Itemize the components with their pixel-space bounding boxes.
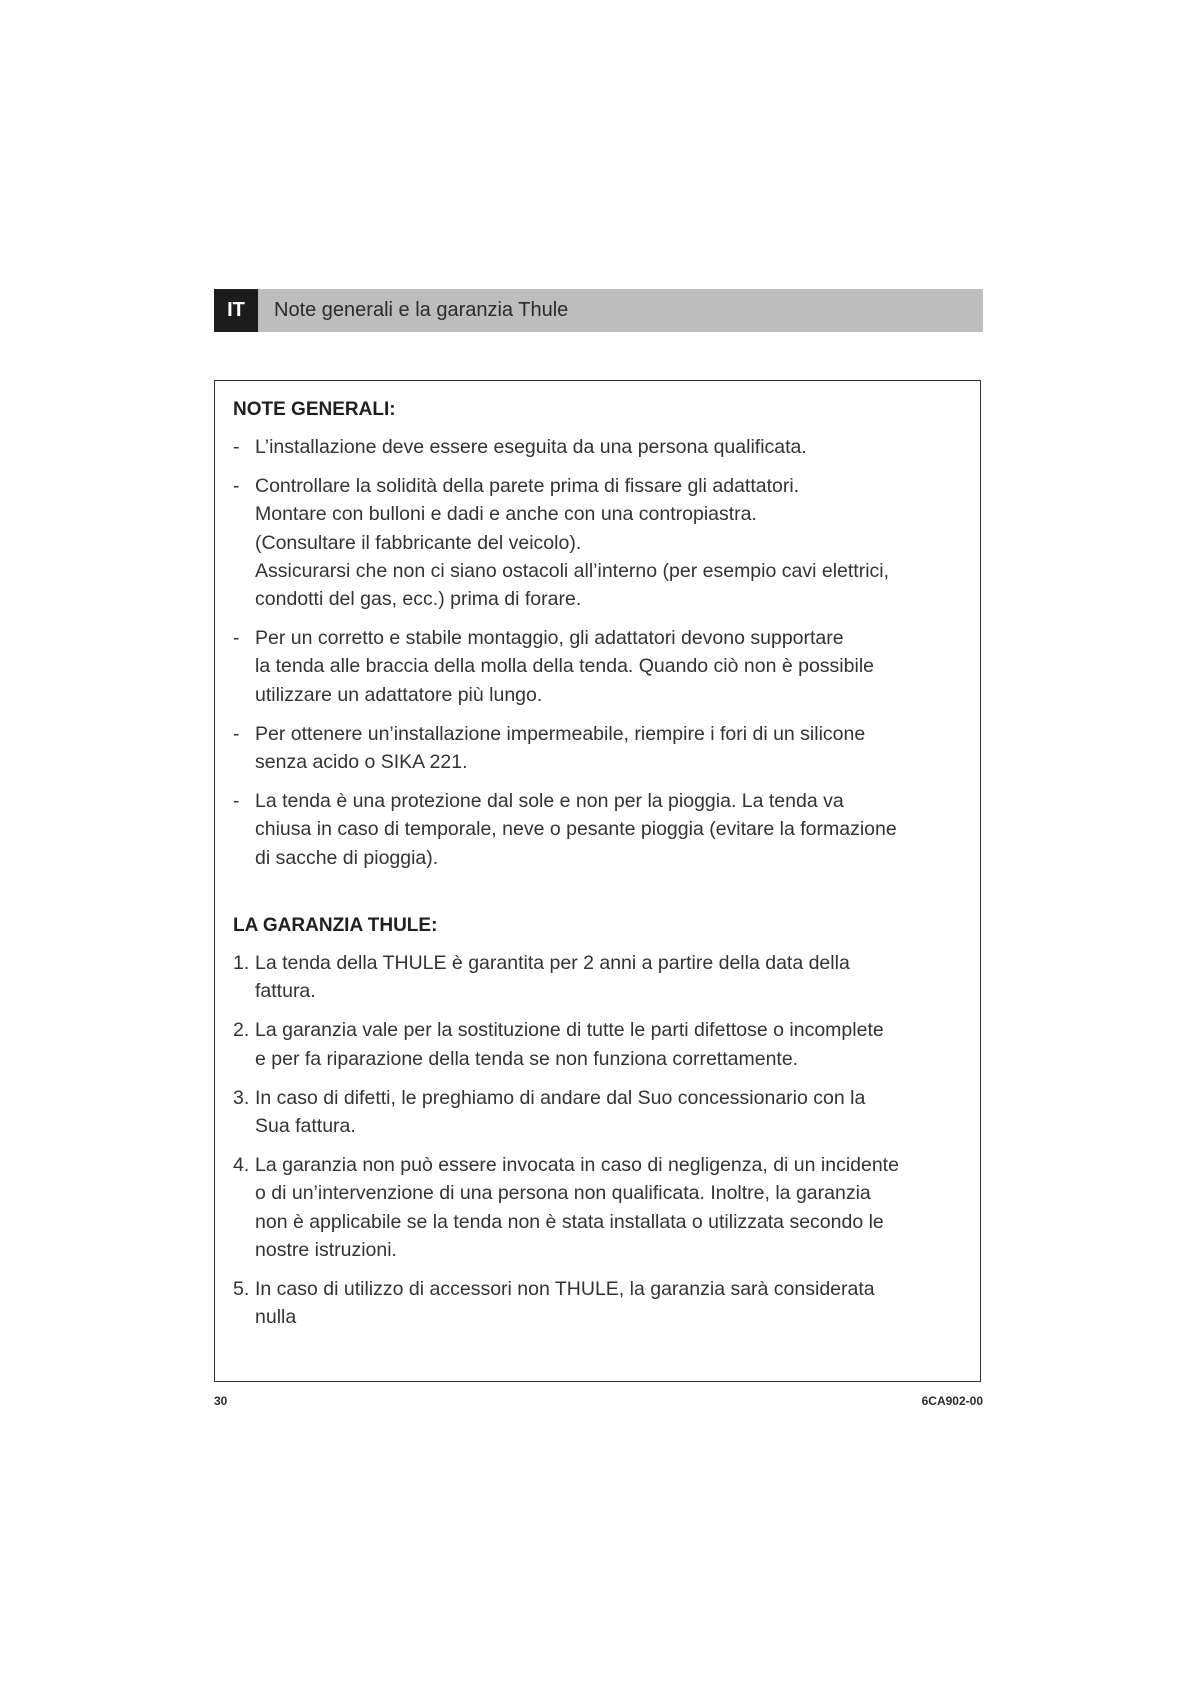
- list-marker: 5.: [233, 1278, 250, 1301]
- text-line: In caso di difetti, le preghiamo di andare dal Suo concessionario con la: [255, 1086, 866, 1109]
- text-line: Per ottenere un’installazione impermeabile, riempire i fori di un silicone: [255, 722, 866, 745]
- list-item-text: [255, 1151, 963, 1264]
- list-marker: -: [233, 627, 240, 650]
- list-marker: 1.: [233, 952, 250, 974]
- list-item-text: [255, 1016, 963, 1072]
- list-item: [233, 787, 963, 872]
- list-item-text: [255, 472, 963, 613]
- text-line: o di un’intervenzione di una persona non qualificata. Inoltre, la garanzia: [255, 1182, 871, 1205]
- list-item-text: [255, 433, 963, 461]
- text-line: la tenda alle braccia della molla della tenda. Quando ciò non è possibile: [255, 655, 874, 678]
- text-line: Per un corretto e stabile montaggio, gli adattatori devono supportare: [255, 627, 844, 650]
- list-item: [233, 1275, 963, 1331]
- list-item: [233, 949, 963, 1005]
- warranty-title: LA GARANZIA THULE:: [233, 915, 438, 936]
- list-item-text: [255, 787, 963, 872]
- text-line: condotti del gas, ecc.) prima di forare.: [255, 588, 582, 611]
- list-item-text: [255, 720, 963, 776]
- text-line: Controllare la solidità della parete prima di fissare gli adattatori.: [255, 475, 800, 498]
- list-item: [233, 1016, 963, 1072]
- list-item-text: [255, 624, 963, 709]
- text-line: e per fa riparazione della tenda se non funziona correttamente.: [255, 1047, 799, 1070]
- list-marker: -: [233, 436, 240, 458]
- text-line: utilizzare un adattatore più lungo.: [255, 683, 543, 706]
- list-item: [233, 720, 963, 776]
- text-line: senza acido o SIKA 221.: [255, 751, 468, 774]
- warranty-section: [233, 913, 963, 1342]
- text-line: chiusa in caso di temporale, neve o pesante pioggia (evitare la formazione: [255, 818, 897, 841]
- list-item-text: [255, 949, 963, 1005]
- text-line: La garanzia non può essere invocata in caso di negligenza, di un incidente: [255, 1154, 899, 1177]
- list-item-text: [255, 1275, 963, 1331]
- text-line: non è applicabile se la tenda non è stata installata o utilizzata secondo le: [255, 1210, 884, 1233]
- document-code: 6CA902-00: [921, 1394, 983, 1408]
- list-item-text: [255, 1084, 963, 1140]
- list-marker: 4.: [233, 1154, 250, 1177]
- section-header-bar: [214, 289, 983, 332]
- list-marker: -: [233, 722, 240, 745]
- page-number: 30: [214, 1394, 228, 1408]
- text-line: Assicurarsi che non ci siano ostacoli all’interno (per esempio cavi elettrici,: [255, 559, 890, 582]
- text-line: L’installazione deve essere eseguita da una persona qualificata.: [255, 436, 807, 458]
- text-line: fattura.: [255, 980, 316, 1003]
- list-item: [233, 433, 963, 461]
- text-line: In caso di utilizzo di accessori non THULE, la garanzia sarà considerata: [255, 1278, 875, 1301]
- text-line: La tenda è una protezione dal sole e non per la pioggia. La tenda va: [255, 790, 844, 813]
- list-marker: -: [233, 475, 240, 498]
- content-box: [214, 380, 981, 1382]
- list-item: [233, 1151, 963, 1264]
- text-line: nulla: [255, 1306, 297, 1329]
- page-title: Note generali e la garanzia Thule: [274, 299, 569, 321]
- text-line: di sacche di pioggia).: [255, 846, 439, 869]
- list-item: [233, 1084, 963, 1140]
- text-line: Sua fattura.: [255, 1115, 356, 1138]
- list-item: [233, 472, 963, 613]
- text-line: La garanzia vale per la sostituzione di tutte le parti difettose o incomplete: [255, 1019, 884, 1042]
- text-line: (Consultare il fabbricante del veicolo).: [255, 531, 582, 554]
- list-marker: 3.: [233, 1086, 250, 1109]
- list-item: [233, 624, 963, 709]
- warranty-list: [233, 949, 963, 1331]
- general-notes-section: [233, 397, 963, 883]
- language-badge: IT: [214, 289, 258, 332]
- general-notes-title: NOTE GENERALI:: [233, 399, 396, 420]
- general-notes-list: [233, 433, 963, 872]
- list-marker: -: [233, 790, 240, 813]
- text-line: La tenda della THULE è garantita per 2 anni a partire della data della: [255, 952, 850, 974]
- list-marker: 2.: [233, 1019, 250, 1042]
- text-line: nostre istruzioni.: [255, 1238, 397, 1261]
- text-line: Montare con bulloni e dadi e anche con una contropiastra.: [255, 503, 757, 526]
